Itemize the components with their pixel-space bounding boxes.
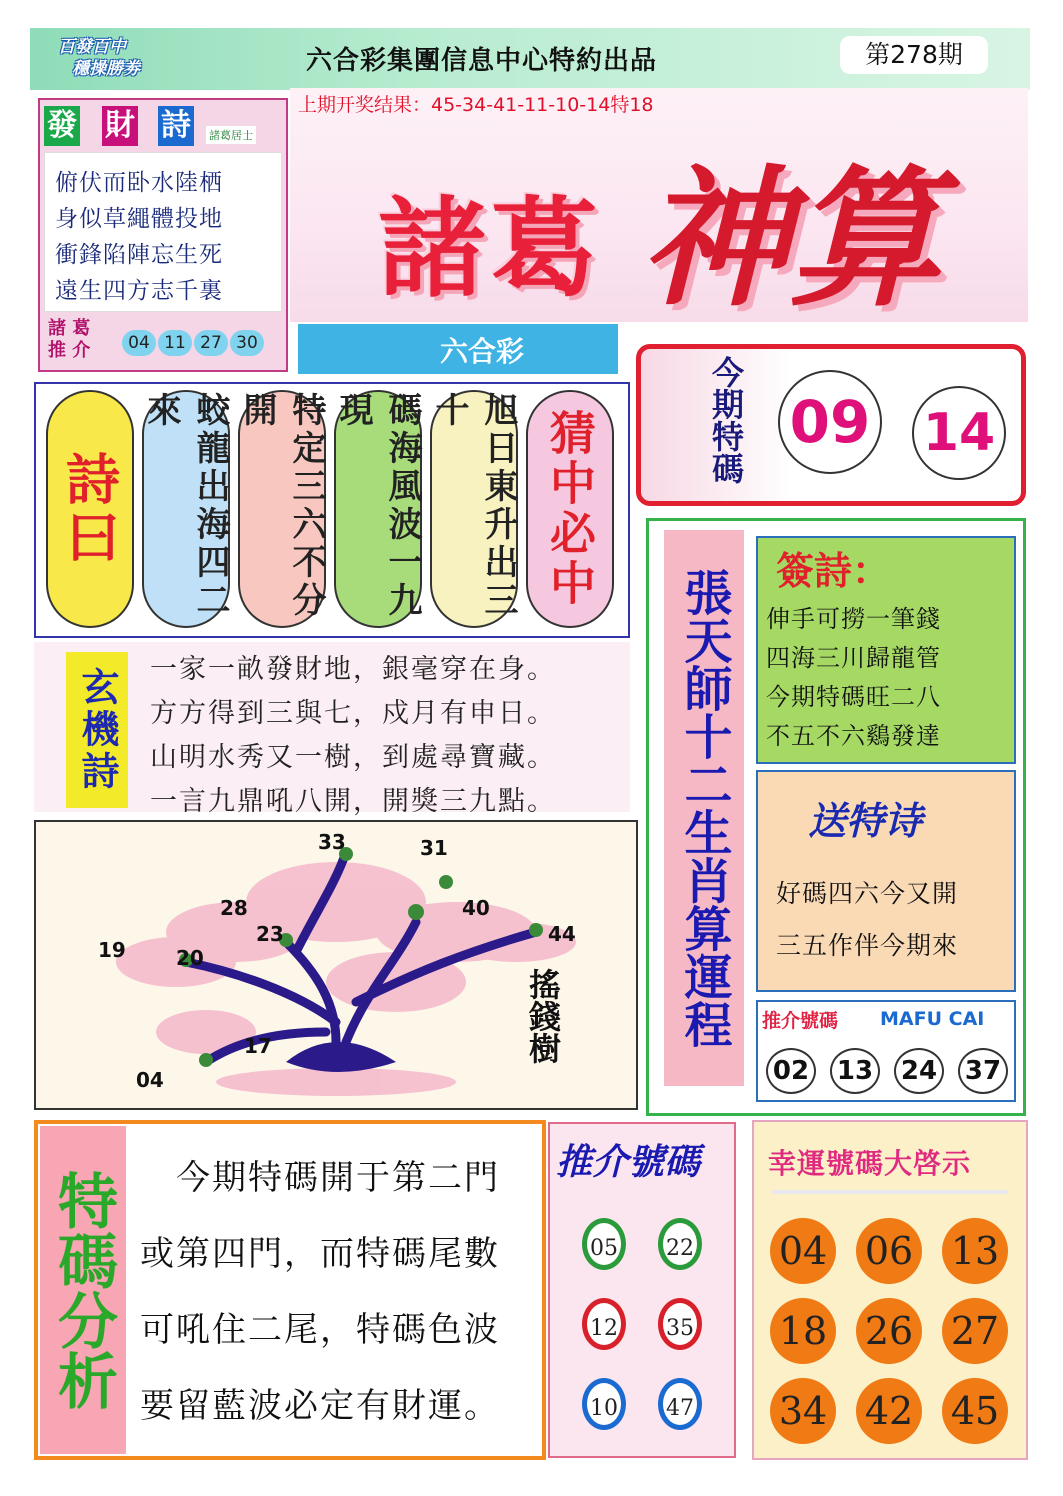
special-label: 今期特碼	[707, 356, 745, 484]
mafu-number: 13	[830, 1048, 880, 1094]
recommend-ball: 22	[658, 1218, 702, 1270]
mafu-label: 推介號碼	[762, 1010, 839, 1032]
analysis-text: 今期特碼開于第二門 或第四門，而特碼尾數 可吼住二尾，特碼色波 要留藍波必定有財運。	[140, 1158, 500, 1426]
recommend-ball: 12	[582, 1298, 626, 1350]
poem-pill: 詩曰	[46, 390, 134, 628]
tree-number: 28	[220, 896, 248, 920]
mafu-brand: MAFU CAI	[880, 1008, 985, 1030]
title-shensuan: 神算	[640, 151, 941, 327]
tree-number: 19	[98, 938, 126, 962]
poem-pill: 碼海風波一九現	[334, 390, 422, 628]
title-zhuge: 諸葛	[378, 186, 603, 312]
lucky-ball: 26	[856, 1298, 922, 1364]
songte-title: 送特诗	[808, 799, 923, 843]
issue-number: 第278期	[840, 36, 988, 74]
zhangtianshi-label: 張天師十二生肖算運程	[664, 530, 744, 1086]
lucky-ball: 18	[770, 1298, 836, 1364]
tree-number: 17	[244, 1034, 272, 1058]
poem-pill: 旭日東升出三十	[430, 390, 518, 628]
poem-pill: 蛟龍出海四二來	[142, 390, 230, 628]
mafu-number: 37	[958, 1048, 1008, 1094]
recommend-title: 推介號碼	[556, 1142, 701, 1183]
facai-sub: 諸葛居士	[206, 126, 256, 144]
lucky-ball: 04	[770, 1218, 836, 1284]
lucky-ball: 06	[856, 1218, 922, 1284]
songte-poem: 好碼四六今又開 三五作伴今期來	[776, 879, 959, 960]
lucky-ball: 42	[856, 1378, 922, 1444]
facai-tag: 財	[102, 106, 138, 146]
xuanji-poem: 一家一畝發財地，銀毫穿在身。 方方得到三與七，戍月有申日。 山明水秀又一樹，到處尋寶藏。 一言九鼎吼八開，開獎三九點。	[150, 654, 556, 817]
tree-number: 20	[176, 946, 204, 970]
recommend-ball: 35	[658, 1298, 702, 1350]
logo: 百發百中 穩操勝劵	[58, 37, 140, 79]
org-title: 六合彩集團信息中心特約出品	[306, 46, 658, 76]
tree-illustration	[36, 822, 636, 1108]
tree-number: 23	[256, 922, 284, 946]
lucky-ball: 34	[770, 1378, 836, 1444]
recommend-ball: 10	[582, 1378, 626, 1430]
recommend-ball: 05	[582, 1218, 626, 1270]
tree-number: 33	[318, 830, 346, 854]
lhc-label: 六合彩	[440, 335, 525, 368]
qianshi-title: 簽詩：	[776, 549, 891, 593]
zhuge-recommend: 諸 葛 推 介	[48, 318, 91, 361]
lucky-ball: 45	[942, 1378, 1008, 1444]
special-number: 14	[912, 386, 1006, 480]
tree-number: 44	[548, 922, 576, 946]
lucky-divider	[772, 1190, 1008, 1194]
tree-box	[34, 820, 638, 1110]
special-number: 09	[778, 370, 882, 474]
poem-pill: 特定三六不分開	[238, 390, 326, 628]
analysis-label: 特碼分析	[40, 1126, 126, 1454]
poem-pill: 猜中必中	[526, 390, 614, 628]
tree-label: 搖錢樹	[524, 968, 562, 1064]
facai-tag: 詩	[158, 106, 194, 146]
lucky-ball: 27	[942, 1298, 1008, 1364]
tree-number: 04	[136, 1068, 164, 1092]
tree-number: 31	[420, 836, 448, 860]
lucky-ball: 13	[942, 1218, 1008, 1284]
recommend-ball: 47	[658, 1378, 702, 1430]
mafu-number: 24	[894, 1048, 944, 1094]
zhuge-numbers: 04 11 27 30	[122, 330, 266, 356]
facai-tag: 發	[44, 106, 80, 146]
mafu-number: 02	[766, 1048, 816, 1094]
facai-poem: 俯伏而卧水陸栖 身似草繩體投地 衝鋒陷陣忘生死 遠生四方志千裏	[44, 152, 282, 312]
qianshi-poem: 伸手可撈一筆錢 四海三川歸龍管 今期特碼旺二八 不五不六鷄發達	[766, 605, 941, 750]
lucky-title: 幸運號碼大啓示	[768, 1147, 972, 1180]
prev-result: 上期开奖结果：45-34-41-11-10-14特18	[298, 94, 654, 116]
tree-number: 40	[462, 896, 490, 920]
xuanji-label: 玄機詩	[66, 652, 128, 808]
